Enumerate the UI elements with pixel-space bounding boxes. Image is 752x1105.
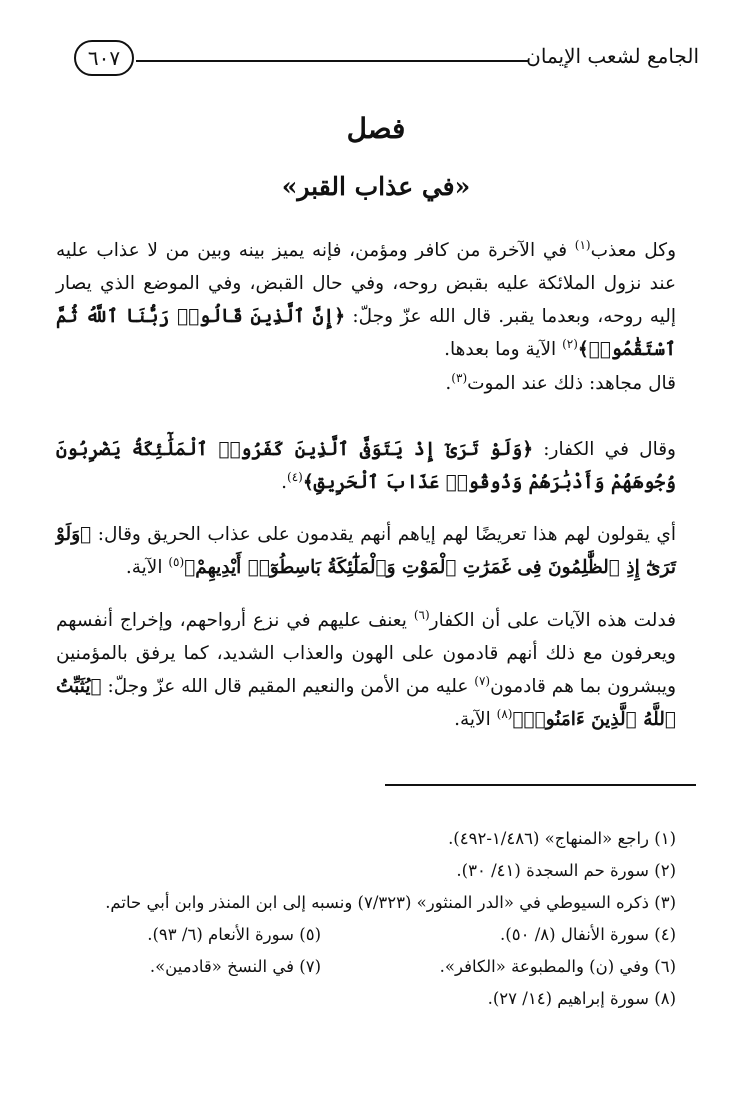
quran-verse: ﴿يُثَبِّتُ ٱللَّهُ ٱلَّذِينَ ءَامَنُوا۟﴾	[56, 676, 676, 730]
paragraph-4	[56, 518, 676, 584]
footnotes	[56, 823, 676, 1015]
paragraph-1	[56, 234, 676, 366]
quran-verse: ﴿وَلَوْ تَرَىٰٓ إِذْ يَتَوَفَّى ٱلَّذِينَ كَفَرُوا۟ ٱلْمَلَٰٓئِكَةُ يَضْرِبُونَ وُجُوهَهُمْ وَأَدْبَٰرَهُمْ وَذُوقُوا۟ عَذَابَ ٱلْحَرِيقِ﴾	[56, 439, 676, 493]
footnote-row	[56, 983, 676, 1015]
footnote-ref: (٥)	[168, 554, 185, 569]
footnote-7: (٧) في النسخ «قادمين».	[149, 957, 321, 976]
section-subtitle: «في عذاب القبر»	[281, 172, 471, 201]
quran-verse: ﴿وَلَوْ تَرَىٰٓ إِذِ ٱلظَّٰلِمُونَ فِى غَمَرَٰتِ ٱلْمَوْتِ وَٱلْمَلَٰٓئِكَةُ بَاسِطُوٓا۟ أَيْدِيهِمْ﴾	[56, 524, 676, 578]
footnote-1: (١) راجع «المنهاج» (١/٤٨٦-٤٩٢).	[448, 829, 676, 848]
footnote-row	[56, 887, 676, 919]
page-number: ٦٠٧	[74, 40, 134, 76]
footnote-row	[56, 855, 676, 887]
footnote-ref: (٢)	[562, 336, 578, 351]
footnote-8: (٨) سورة إبراهيم (١٤/ ٢٧).	[487, 989, 676, 1008]
footnote-row	[56, 823, 676, 855]
footnote-ref: (٧)	[474, 673, 491, 688]
paragraph-text: الآية.	[125, 557, 169, 578]
section-title: فصل	[346, 112, 406, 145]
footnote-5: (٥) سورة الأنعام (٦/ ٩٣).	[147, 925, 321, 944]
paragraph-text: في الآخرة من كافر ومؤمن، فإنه يميز بينه وبين من لا عذاب عليه عند نزول الملائكة عليه بقبض روحه، وفي حال القبض، وفي الموضع الذي يصار إليه روحه، وبعدما يقبر. قال الله عزّ وجلّ:	[56, 240, 677, 327]
footnote-row	[56, 951, 676, 983]
footnote-ref: (٦)	[413, 607, 430, 622]
paragraph-text: فدلت هذه الآيات على أن الكفار	[429, 610, 676, 631]
paragraph-5	[56, 604, 676, 736]
paragraph-text: الآية وما بعدها.	[444, 339, 563, 360]
running-title: الجامع لشعب الإيمان	[526, 44, 699, 68]
footnote-2: (٢) سورة حم السجدة (٤١/ ٣٠).	[456, 861, 676, 880]
paragraph-text: .	[445, 373, 452, 394]
paragraph-3	[56, 433, 676, 499]
paragraph-text: الآية.	[454, 709, 497, 730]
quran-verse: ﴿إِنَّ ٱلَّذِينَ قَالُوا۟ رَبُّنَا ٱللَّهُ ثُمَّ ٱسْتَقَٰمُوا۟﴾	[56, 306, 676, 360]
paragraph-text: عليه من الأمن والنعيم المقيم قال الله عزّ وجلّ:	[101, 676, 475, 697]
footnote-ref: (١)	[574, 237, 591, 252]
paragraph-text: .	[281, 472, 287, 493]
header-rule	[136, 60, 529, 62]
footnote-separator	[385, 784, 696, 786]
footnote-4: (٤) سورة الأنفال (٨/ ٥٠).	[500, 925, 676, 944]
footnote-6: (٦) وفي (ن) والمطبوعة «الكافر».	[439, 957, 676, 976]
footnote-row	[56, 919, 676, 951]
footnote-ref: (٤)	[287, 469, 303, 484]
paragraph-text: وكل معذب	[590, 240, 677, 261]
paragraph-text: أي يقولون لهم هذا تعريضًا لهم إياهم أنهم يقدمون على عذاب الحريق وقال:	[91, 524, 676, 545]
paragraph-2	[56, 367, 676, 400]
paragraph-text: قال مجاهد: ذلك عند الموت	[467, 373, 676, 394]
footnote-ref: (٣)	[451, 370, 468, 385]
footnote-3: (٣) ذكره السيوطي في «الدر المنثور» (٧/٣٢٣) ونسبه إلى ابن المنذر وابن أبي حاتم.	[105, 893, 676, 912]
paragraph-text: يعنف عليهم في نزع أرواحهم، وإخراج أنفسهم ويعرفون مع ذلك أنهم قادمون على الهون والعذاب الشديد، كما يرفق بالمؤمنين ويبشرون بما هم قادمون	[56, 610, 676, 697]
paragraph-text: وقال في الكفار:	[533, 439, 676, 460]
footnote-ref: (٨)	[496, 706, 513, 721]
page-header	[74, 38, 699, 82]
